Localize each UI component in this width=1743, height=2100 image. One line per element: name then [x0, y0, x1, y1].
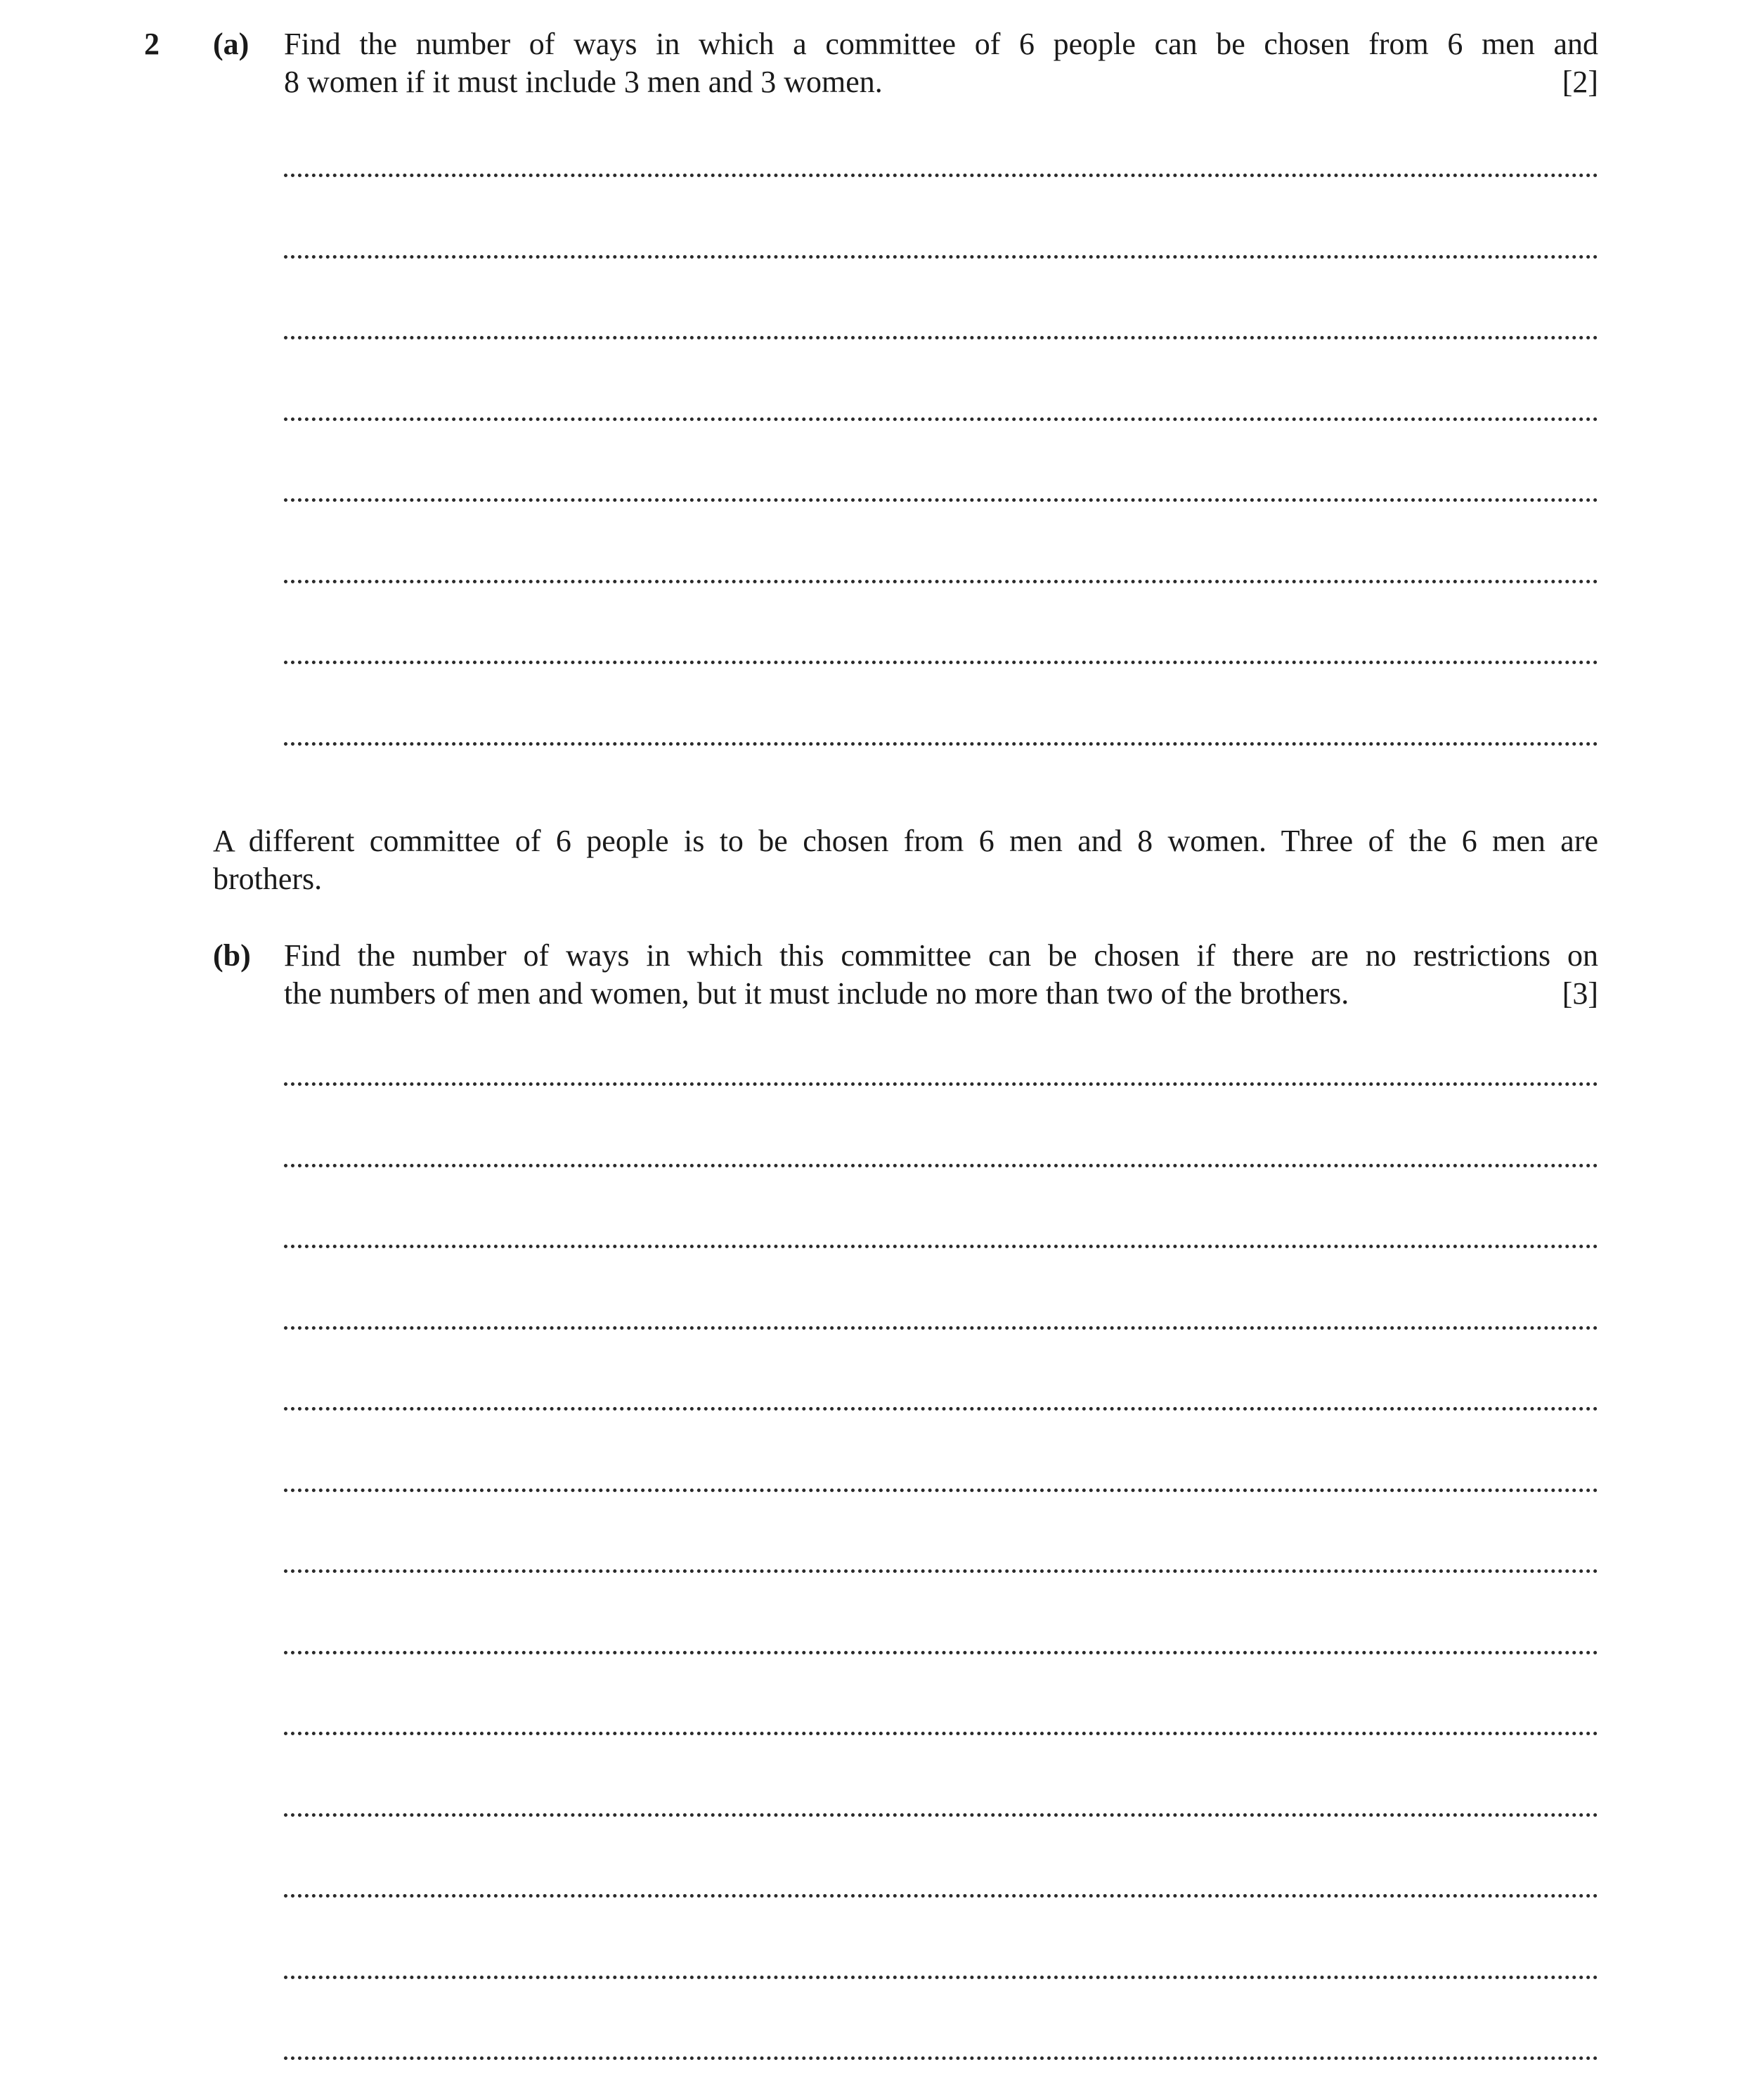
stem-line-2: brothers. — [213, 862, 323, 896]
part-b-answer-line[interactable] — [284, 1489, 1598, 1492]
part-a-marks: [2] — [1562, 65, 1598, 99]
part-b-answer-line[interactable] — [284, 1569, 1598, 1573]
part-b-answer-line[interactable] — [284, 1326, 1598, 1330]
question-stem — [213, 822, 1598, 898]
part-b-answer-line[interactable] — [284, 1894, 1598, 1898]
part-b-label: (b) — [213, 938, 251, 973]
part-a-answer-line[interactable] — [284, 580, 1598, 583]
part-a-answer-line[interactable] — [284, 174, 1598, 177]
question-number: 2 — [144, 27, 160, 61]
part-b-answer-line[interactable] — [284, 1813, 1598, 1817]
part-b-line-1: Find the number of ways in which this committee can be chosen if there are no restrictions on — [284, 938, 1598, 973]
part-b-answer-line[interactable] — [284, 1245, 1598, 1248]
part-b-text — [284, 937, 1598, 1013]
part-b-answer-line[interactable] — [284, 1164, 1598, 1167]
part-a-label: (a) — [213, 27, 250, 61]
part-a-answer-line[interactable] — [284, 498, 1598, 502]
part-a-answer-line[interactable] — [284, 255, 1598, 259]
part-b-answer-line[interactable] — [284, 1651, 1598, 1654]
part-b-marks: [3] — [1562, 976, 1598, 1011]
part-a-line-2-row — [284, 63, 1598, 101]
part-b-answer-line[interactable] — [284, 1082, 1598, 1086]
stem-line-1: A different committee of 6 people is to be chosen from 6 men and 8 women. Three of the 6 men are — [213, 824, 1598, 858]
part-b-answer-line[interactable] — [284, 1732, 1598, 1735]
part-b-answer-line[interactable] — [284, 1976, 1598, 1979]
part-a-text — [284, 25, 1598, 101]
part-b-line-2-row — [284, 975, 1598, 1013]
part-a-line-2: 8 women if it must include 3 men and 3 women. — [284, 65, 883, 99]
part-b-line-2: the numbers of men and women, but it must include no more than two of the brothers. — [284, 976, 1349, 1011]
part-b-answer-line[interactable] — [284, 2056, 1598, 2060]
part-a-answer-line[interactable] — [284, 336, 1598, 339]
part-a-line-1: Find the number of ways in which a committee of 6 people can be chosen from 6 men and — [284, 27, 1598, 61]
part-a-answer-line[interactable] — [284, 661, 1598, 664]
part-b-answer-line[interactable] — [284, 1407, 1598, 1411]
part-a-answer-line[interactable] — [284, 742, 1598, 746]
part-a-answer-line[interactable] — [284, 417, 1598, 421]
